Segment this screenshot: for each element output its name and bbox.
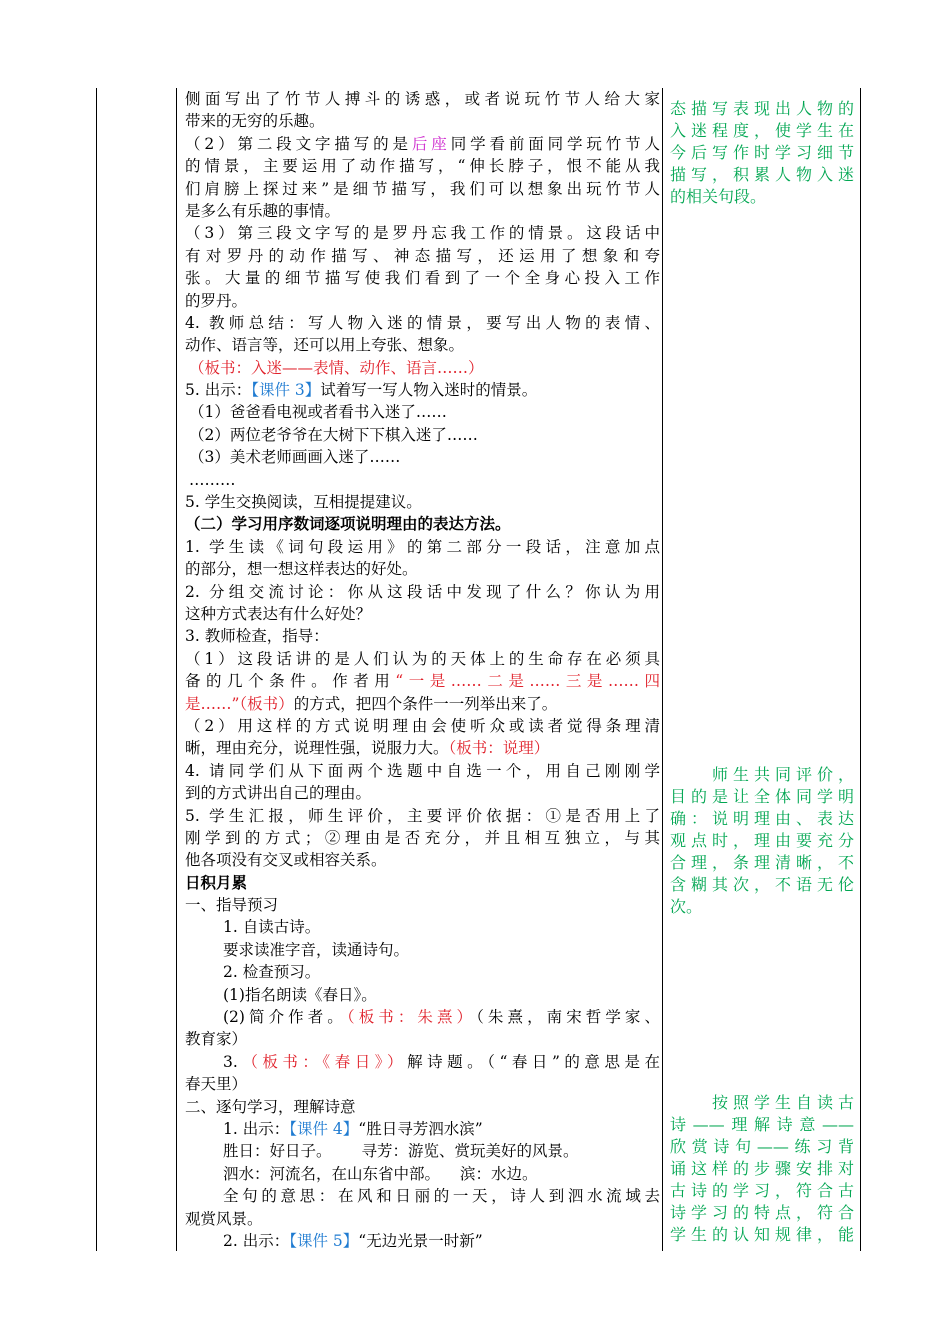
ellipsis: ……… xyxy=(189,470,236,489)
text-line: 春天里） xyxy=(185,1075,248,1094)
text-line: 侧面写出了竹节人搏斗的诱惑，或者说玩竹节人给大家 xyxy=(185,90,660,108)
text-line: 二、逐句学习，理解诗意 xyxy=(185,1097,356,1116)
text-line: 3. 教师检查，指导： xyxy=(185,627,329,646)
text-line: 5. 出示：【课件 3】试着写一写人物入迷时的情景。 xyxy=(185,381,538,400)
text-line: （1）这段话讲的是人们认为的天体上的生命存在必须具 xyxy=(185,649,660,668)
courseware-tag: 【课件 4】 xyxy=(289,1119,359,1138)
text-line: 是多么有乐趣的事情。 xyxy=(185,201,341,220)
text-line: 要求读准字音，读通诗句。 xyxy=(223,940,410,959)
table-right-border xyxy=(860,88,861,1251)
courseware-tag: 【课件 5】 xyxy=(289,1231,359,1250)
text-line: 4. 教师总结：写人物入迷的情景，要写出人物的表情、 xyxy=(185,313,660,332)
option-item: （3）美术老师画画入迷了…… xyxy=(189,448,401,467)
text-line: 动作、语言等，还可以用上夸张、想象。 xyxy=(185,336,465,355)
design-note-2: 师生共同评价， 目的是让全体同学明 确：说明理由、表达 观点时，理由要充分 合理，条理清晰，不 含糊其次，不语无伦 次。 xyxy=(670,765,854,916)
teaching-process-column xyxy=(185,88,660,1252)
text-line: （2）用这样的方式说明理由会使听众或读者觉得条理清 xyxy=(185,716,660,735)
design-note-1: 态描写表现出人物的 入迷程度，使学生在 今后写作时学习细节 描写，积累人物入迷 的相关句段。 xyxy=(670,99,854,206)
text-line: 观赏风景。 xyxy=(185,1209,263,1228)
text-line: 张。大量的细节描写使我们看到了一个全身心投入工作 xyxy=(185,269,660,288)
text-line: (2)简介作者。（板书：朱熹）（朱熹，南宋哲学家、 xyxy=(223,1008,660,1027)
section-heading: （二）学习用序数词逐项说明理由的表达方法。 xyxy=(185,514,511,534)
courseware-tag: 【课件 3】 xyxy=(251,381,321,400)
text-line: 的部分，想一想这样表达的好处。 xyxy=(185,560,418,579)
text-line: 他各项没有交叉或相容关系。 xyxy=(185,851,387,870)
ordinal-phrase: “一是……二是……三是……四 xyxy=(395,672,660,691)
text-line: 2. 检查预习。 xyxy=(223,963,321,982)
text-line: 5. 学生汇报，师生评价，主要评价依据：①是否用上了 xyxy=(185,806,660,825)
text-line: 5. 学生交换阅读，互相提提建议。 xyxy=(185,493,422,512)
text-line: 泗水：河流名，在山东省中部。 滨：水边。 xyxy=(223,1164,538,1183)
text-line: 有对罗丹的动作描写、神态描写，还运用了想象和夸 xyxy=(185,246,660,265)
blackboard-note: （板书：说理） xyxy=(448,739,550,758)
text-line: （3）第三段文字写的是罗丹忘我工作的情景。这段话中 xyxy=(185,224,660,243)
text-line: 4. 请同学们从下面两个选题中自选一个，用自己刚刚学 xyxy=(185,761,660,780)
option-item: （1）爸爸看电视或者看书入迷了…… xyxy=(189,403,447,422)
text-line: 到的方式讲出自己的理由。 xyxy=(185,784,372,803)
text-line: 晰，理由充分，说理性强，说服力大。（板书：说理） xyxy=(185,739,550,758)
text-line: 备的几个条件。作者用“一是……二是……三是……四 xyxy=(185,672,660,691)
design-intent-column xyxy=(670,98,854,1244)
text-line: 胜日：好日子。 寻芳：游览、赏玩美好的风景。 xyxy=(223,1142,579,1161)
text-line: 们肩膀上探过来”是细节描写，我们可以想象出玩竹节人 xyxy=(185,179,660,198)
text-line: 这种方式表达有什么好处？ xyxy=(185,604,372,623)
text-line: （2）第二段文字描写的是后座同学看前面同学玩竹节人 xyxy=(185,134,660,153)
blackboard-note: （板书：《春日》） xyxy=(237,1052,408,1071)
text-line: 是……”（板书）的方式，把四个条件一一列举出来了。 xyxy=(185,694,558,713)
text-line: 2. 出示：【课件 5】“无边光景一时新” xyxy=(223,1231,483,1250)
blackboard-note: 是……”（板书） xyxy=(185,694,294,713)
table-left-border xyxy=(96,88,97,1251)
text-line: 教育家） xyxy=(185,1030,248,1049)
option-item: （2）两位老爷爷在大树下下棋入迷了…… xyxy=(189,425,478,444)
blackboard-note: （板书：入迷——表情、动作、语言……） xyxy=(189,358,484,377)
text-line: 一、指导预习 xyxy=(185,896,279,915)
column-divider-2 xyxy=(662,88,663,1251)
text-line: 1. 自读古诗。 xyxy=(223,918,321,937)
section-heading: 日积月累 xyxy=(185,872,248,892)
text-line: 1. 学生读《词句段运用》的第二部分一段话，注意加点 xyxy=(185,537,660,556)
text-line: (1)指名朗读《春日》。 xyxy=(223,985,377,1004)
text-line: 刚学到的方式；②理由是否充分，并且相互独立，与其 xyxy=(185,828,660,847)
text-line: 2. 分组交流讨论：你从这段话中发现了什么？你认为用 xyxy=(185,582,660,601)
design-note-3: 按照学生自读古 诗——理解诗意—— 欣赏诗句——练习背 诵这样的步骤安排对 古诗的学习，符合古 诗学习的特点，符合 学生的认知规律，能 xyxy=(670,1093,854,1244)
text-line: 全句的意思：在风和日丽的一天，诗人到泗水流域去 xyxy=(223,1187,660,1206)
text-line: 的情景，主要运用了动作描写，“伸长脖子，恨不能从我 xyxy=(185,157,660,176)
text-line: 的罗丹。 xyxy=(185,291,248,310)
blackboard-note: （板书：朱熹） xyxy=(346,1008,477,1027)
column-divider-1 xyxy=(176,88,177,1251)
text-line: 3.（板书：《春日》）解诗题。（“春日”的意思是在 xyxy=(223,1052,660,1071)
text-line: 带来的无穷的乐趣。 xyxy=(185,112,325,131)
text-line: 1. 出示：【课件 4】“胜日寻芳泗水滨” xyxy=(223,1119,483,1138)
highlight-term: 后座 xyxy=(411,134,451,153)
